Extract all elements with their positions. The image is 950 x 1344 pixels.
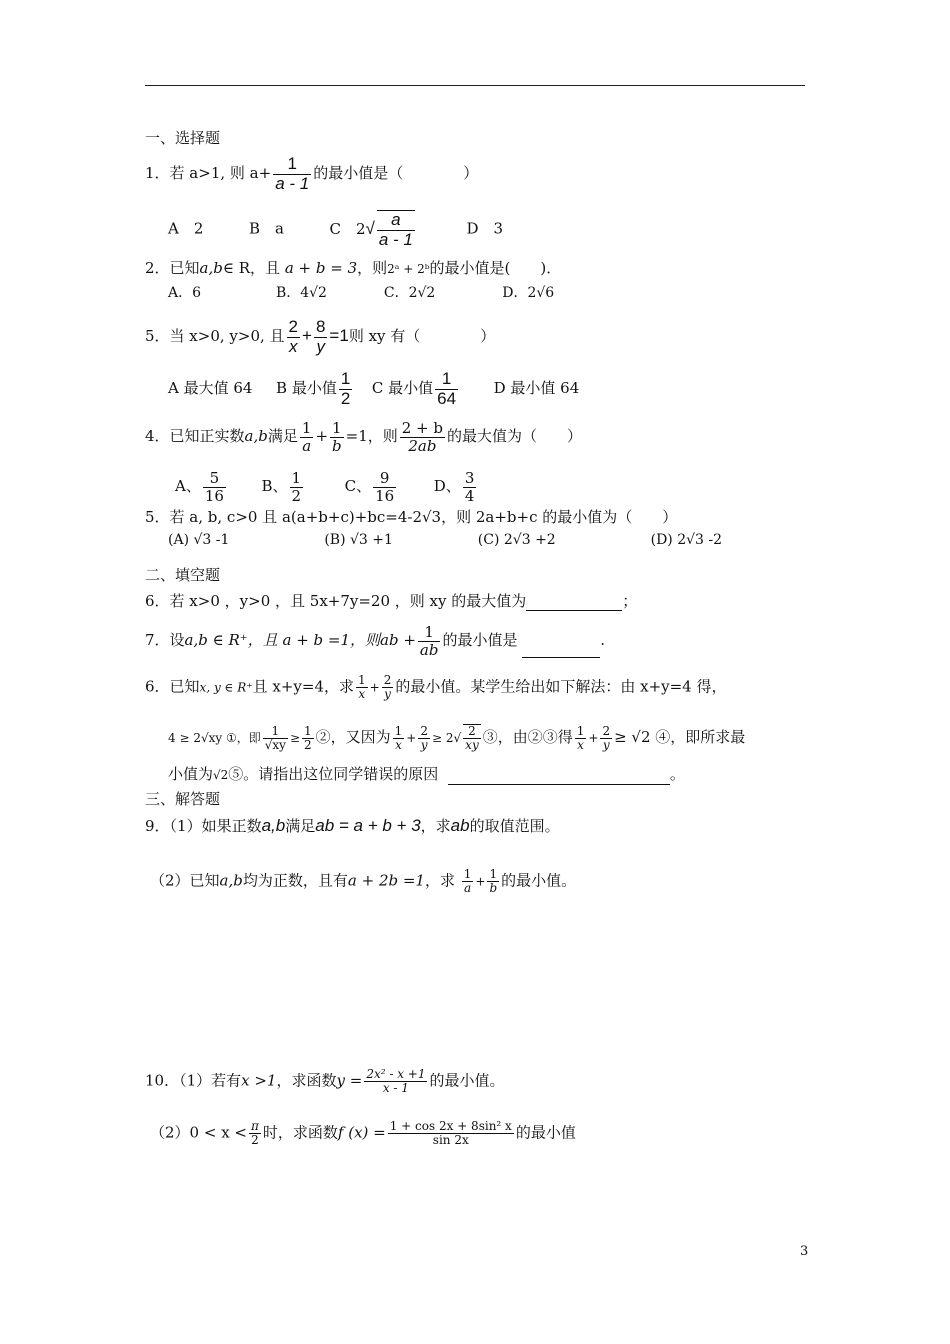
question-5b-options — [168, 530, 722, 550]
section-title-choice: 一、选择题 — [145, 129, 221, 147]
question-2: 2．已知a,b∈ R，且 a + b = 3，则2ᵃ + 2ᵇ的最小值是( )． — [145, 259, 562, 277]
question-1: 1．若 a>1, 则 a+ $\frac{1}{a - 1}$ 的最小值是（ ） — [145, 154, 479, 193]
option-a: (A) √3 -1 — [168, 532, 230, 548]
option-a: A 2 — [168, 219, 204, 238]
option-c: C、 $\frac{9}{16}$ — [344, 469, 395, 505]
answer-blank[interactable] — [448, 768, 670, 785]
question-7: 7．设a,b ∈ R⁺，且 a + b =1，则ab + $\frac{1}{ab}$ 的最小值是 . — [145, 623, 606, 659]
option-d: D、 $\frac{3}{4}$ — [433, 469, 475, 505]
option-a: A、 $\frac{5}{16}$ — [175, 469, 224, 505]
page-number: 3 — [800, 1244, 809, 1259]
question-6: 6．若 x>0 ，y>0 ，且 5x+7y=20 ，则 xy 的最大值为 ； — [145, 592, 638, 610]
option-b: B 最小值 $\frac{1}{2}$ — [276, 369, 351, 408]
option-c: C 最小值 $\frac{1}{64}$ — [371, 369, 457, 408]
option-b: B a — [248, 219, 284, 238]
option-a: A．6 — [168, 285, 202, 301]
question-10-part-1: 10．（1）若有x >1，求函数y = $\frac{\text{2x² - x +1}}{x - 1}$ 的最小值。 — [145, 1067, 505, 1096]
header-rule — [145, 85, 805, 86]
question-5a-options — [168, 370, 579, 408]
question-4-options — [175, 470, 478, 504]
option-d: D．2√6 — [502, 285, 555, 301]
question-1-options — [168, 210, 503, 249]
option-d: (D) 2√3 -2 — [650, 532, 723, 548]
option-b: (B) √3 +1 — [324, 532, 393, 548]
question-5a: 5．当 x>0, y>0, 且 $\frac{2}{x}$ + $\frac{8}{y}$ =1则 xy 有（ ） — [145, 317, 496, 356]
question-6b-line-3: 小值为√2⑤。请指出这位同学错误的原因 。 — [168, 765, 685, 783]
option-a: A 最大值 64 — [168, 379, 253, 398]
question-9-part-1: 9．（1）如果正数a,b满足ab = a + b + 3，求ab的取值范围。 — [145, 816, 560, 835]
answer-blank[interactable] — [526, 594, 622, 611]
section-title-fill: 二、填空题 — [145, 566, 221, 584]
question-6b-line-1: 6．已知x, y ∈ R⁺且 x+y=4，求 $\frac{1}{x}$ + $\frac{2}{y}$ 的最小值。某学生给出如下解法：由 x+y=4 得， — [145, 673, 727, 702]
question-4: 4．已知正实数a,b满足 $\frac{1}{a}$ + $\frac{1}{b}$ =1，则 $\frac{2 + b}{2ab}$ 的最大值为（ ） — [145, 419, 583, 455]
question-10-part-2: （2）0 < x < $\frac{\pi}{2}$ 时，求函数f (x) = $\frac{\text{1 + cos 2x + 8sin² x}}{\sin 2x}$ 的最小值 — [150, 1119, 576, 1148]
question-2-options — [168, 283, 554, 303]
option-c: C 2√ $\frac{a}{a - 1}$ — [329, 210, 413, 249]
question-9-part-2: （2）已知a,b均为正数，且有a + 2b =1，求 $\frac{1}{a}$ + $\frac{1}{b}$ 的最小值。 — [150, 867, 577, 896]
option-c: C．2√2 — [383, 285, 436, 301]
option-b: B．4√2 — [275, 285, 327, 301]
question-5b: 5．若 a, b, c>0 且 a(a+b+c)+bc=4-2√3，则 2a+b+c 的最小值为（ ） — [145, 508, 678, 526]
answer-blank[interactable] — [522, 641, 600, 658]
option-d: D 最小值 64 — [493, 379, 580, 398]
section-title-solve: 三、解答题 — [145, 790, 221, 808]
question-6b-line-2: 4 ≥ 2√xy ①，即 $\frac{1}{√xy}$ ≥ $\frac{1}{2}$ ②，又因为 $\frac{1}{x}$ + $\frac{2}{y}$ ≥ 2√ $\frac{2}{xy}$ ③，由②③得 $\frac{1}{x}$ + $\frac{2}{y}$ ≥ √2 ④，即所求最 — [168, 723, 746, 753]
option-d: D 3 — [466, 219, 504, 238]
fraction: $\frac{1}{a - 1}$ — [275, 154, 310, 193]
option-c: (C) 2√3 +2 — [477, 532, 556, 548]
option-b: B、 $\frac{1}{2}$ — [261, 469, 302, 505]
